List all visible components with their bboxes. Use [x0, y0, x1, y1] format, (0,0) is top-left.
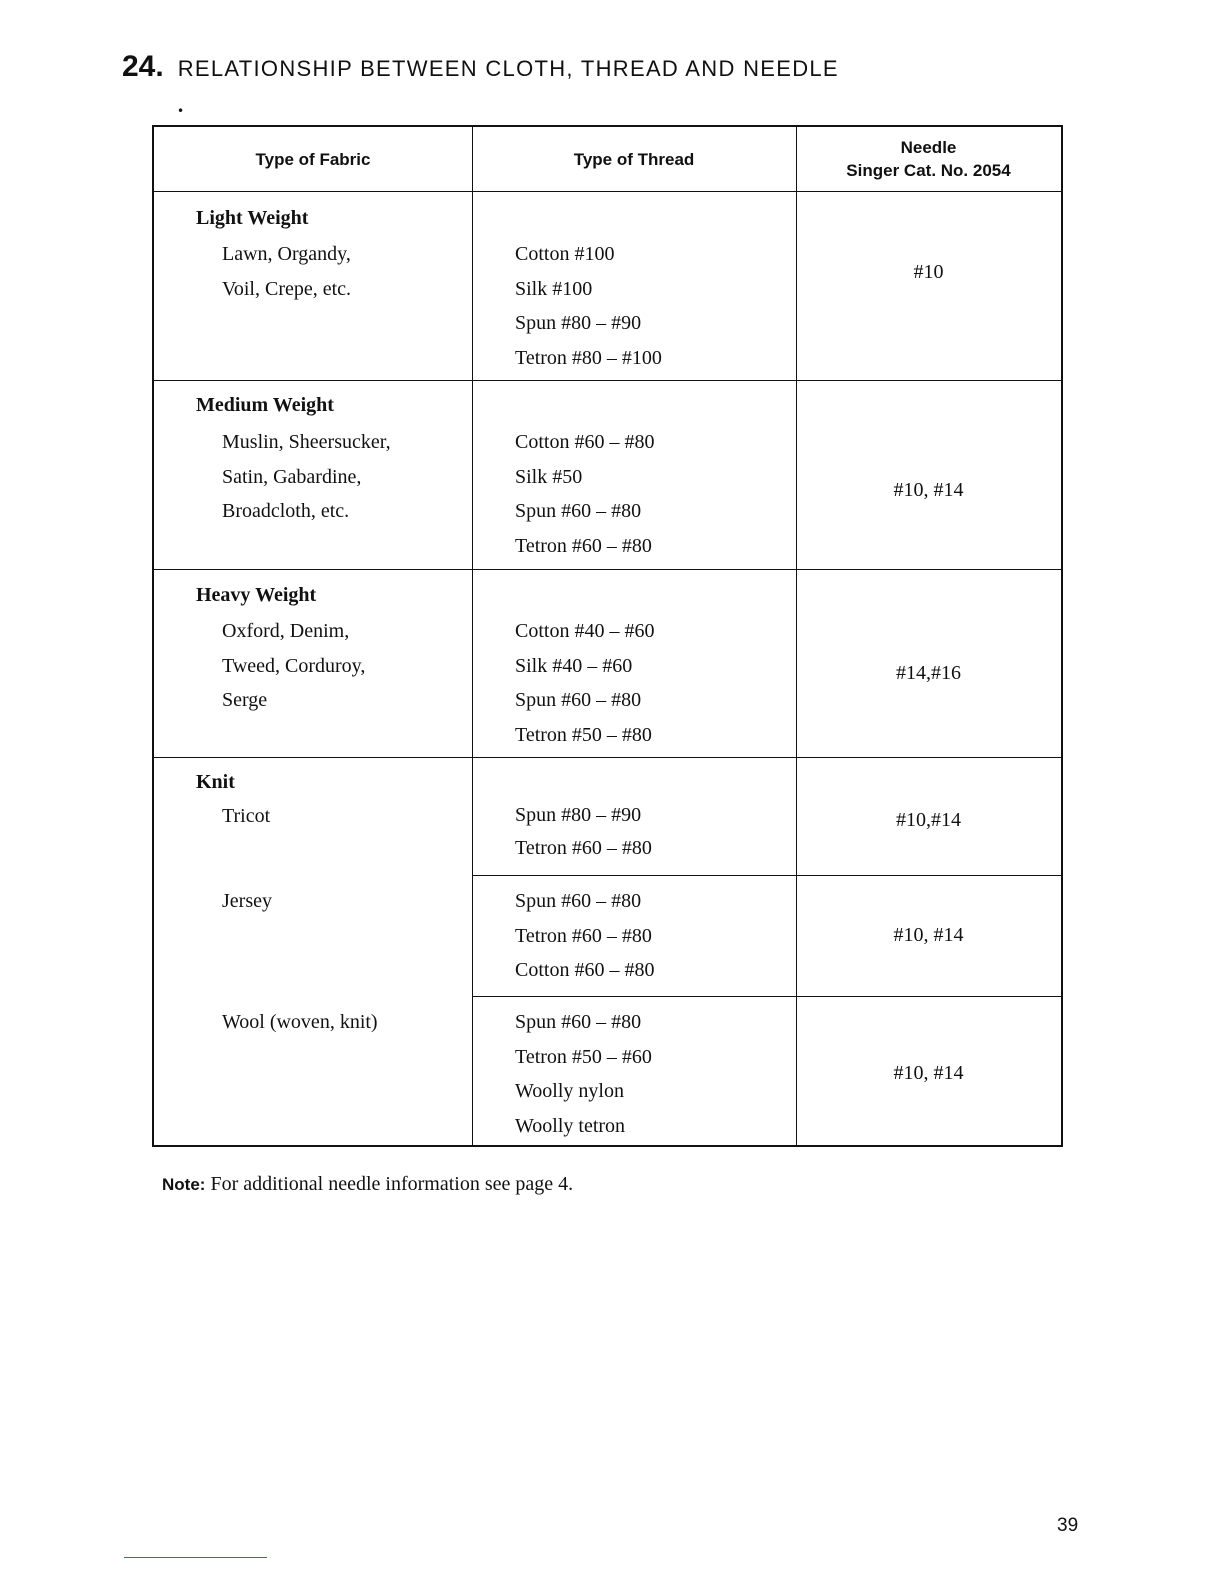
fabric-list	[222, 425, 391, 529]
thread-item: Spun #60 – #80	[515, 1011, 642, 1033]
row-divider	[472, 996, 1061, 997]
note-label: Note:	[162, 1175, 206, 1194]
row-divider	[154, 757, 1061, 758]
thread-item: Silk #50	[515, 465, 583, 488]
bottom-rule	[124, 1557, 267, 1558]
fabric-item: Broadcloth, etc.	[222, 500, 350, 522]
section-number: 24.	[122, 50, 164, 83]
thread-item: Silk #100	[515, 277, 593, 300]
section-title: RELATIONSHIP BETWEEN CLOTH, THREAD AND NEEDLE	[177, 56, 839, 81]
thread-item: Tetron #60 – #80	[515, 837, 652, 859]
needle-value: #10, #14	[893, 1062, 964, 1084]
fabric-item: Tweed, Corduroy,	[222, 654, 366, 677]
fabric-item: Serge	[222, 689, 268, 711]
relationship-table	[152, 125, 1063, 1147]
thread-item: Cotton #40 – #60	[515, 620, 655, 642]
fabric-item: Jersey	[222, 890, 272, 912]
thread-list	[515, 614, 654, 752]
fabric-item: Lawn, Organdy,	[222, 243, 351, 265]
needle-value: #10	[913, 261, 944, 283]
row-divider	[154, 569, 1061, 570]
footnote	[162, 1173, 573, 1196]
thread-list	[515, 884, 654, 988]
fabric-item: Voil, Crepe, etc.	[222, 277, 352, 300]
thread-item: Tetron #60 – #80	[515, 534, 652, 557]
header-needle: Needle Singer Cat. No. 2054	[796, 127, 1061, 192]
thread-list	[515, 425, 654, 563]
category-medium-weight: Medium Weight	[196, 394, 334, 416]
thread-item: Woolly nylon	[515, 1080, 624, 1102]
header-fabric: Type of Fabric	[154, 127, 472, 192]
row-divider	[472, 875, 1061, 876]
category-light-weight: Light Weight	[196, 207, 309, 229]
note-text: For additional needle information see page 4.	[210, 1173, 574, 1195]
thread-item: Spun #80 – #90	[515, 312, 642, 334]
fabric-list	[222, 614, 365, 718]
bullet-mark: •	[177, 104, 185, 118]
fabric-item: Muslin, Sheersucker,	[222, 431, 391, 453]
row-divider	[154, 380, 1061, 381]
fabric-item: Wool (woven, knit)	[222, 1011, 378, 1033]
category-knit: Knit	[196, 771, 235, 793]
thread-item: Spun #60 – #80	[515, 890, 642, 912]
needle-value: #14,#16	[896, 662, 961, 684]
fabric-item: Tricot	[222, 805, 271, 827]
thread-list	[515, 799, 652, 865]
fabric-item: Satin, Gabardine,	[222, 465, 362, 488]
thread-item: Silk #40 – #60	[515, 654, 633, 677]
thread-item: Spun #60 – #80	[515, 500, 642, 522]
thread-item: Cotton #60 – #80	[515, 431, 655, 453]
thread-item: Tetron #50 – #60	[515, 1045, 652, 1068]
header-thread: Type of Thread	[472, 127, 796, 192]
thread-item: Tetron #60 – #80	[515, 924, 652, 947]
column-divider	[472, 127, 473, 1145]
page-title	[122, 50, 839, 84]
thread-item: Spun #60 – #80	[515, 689, 642, 711]
needle-value: #10, #14	[893, 924, 964, 946]
fabric-item: Oxford, Denim,	[222, 620, 350, 642]
thread-item: Spun #80 – #90	[515, 804, 642, 826]
fabric-list	[222, 237, 351, 306]
needle-value: #10, #14	[893, 479, 964, 501]
thread-list	[515, 237, 662, 375]
page-number: 39	[1057, 1515, 1079, 1536]
thread-item: Cotton #60 – #80	[515, 959, 655, 981]
thread-item: Tetron #80 – #100	[515, 346, 662, 369]
needle-value: #10,#14	[896, 809, 961, 831]
thread-item: Tetron #50 – #80	[515, 723, 652, 746]
thread-list	[515, 1005, 652, 1143]
category-heavy-weight: Heavy Weight	[196, 584, 317, 606]
thread-item: Woolly tetron	[515, 1114, 626, 1137]
thread-item: Cotton #100	[515, 243, 615, 265]
